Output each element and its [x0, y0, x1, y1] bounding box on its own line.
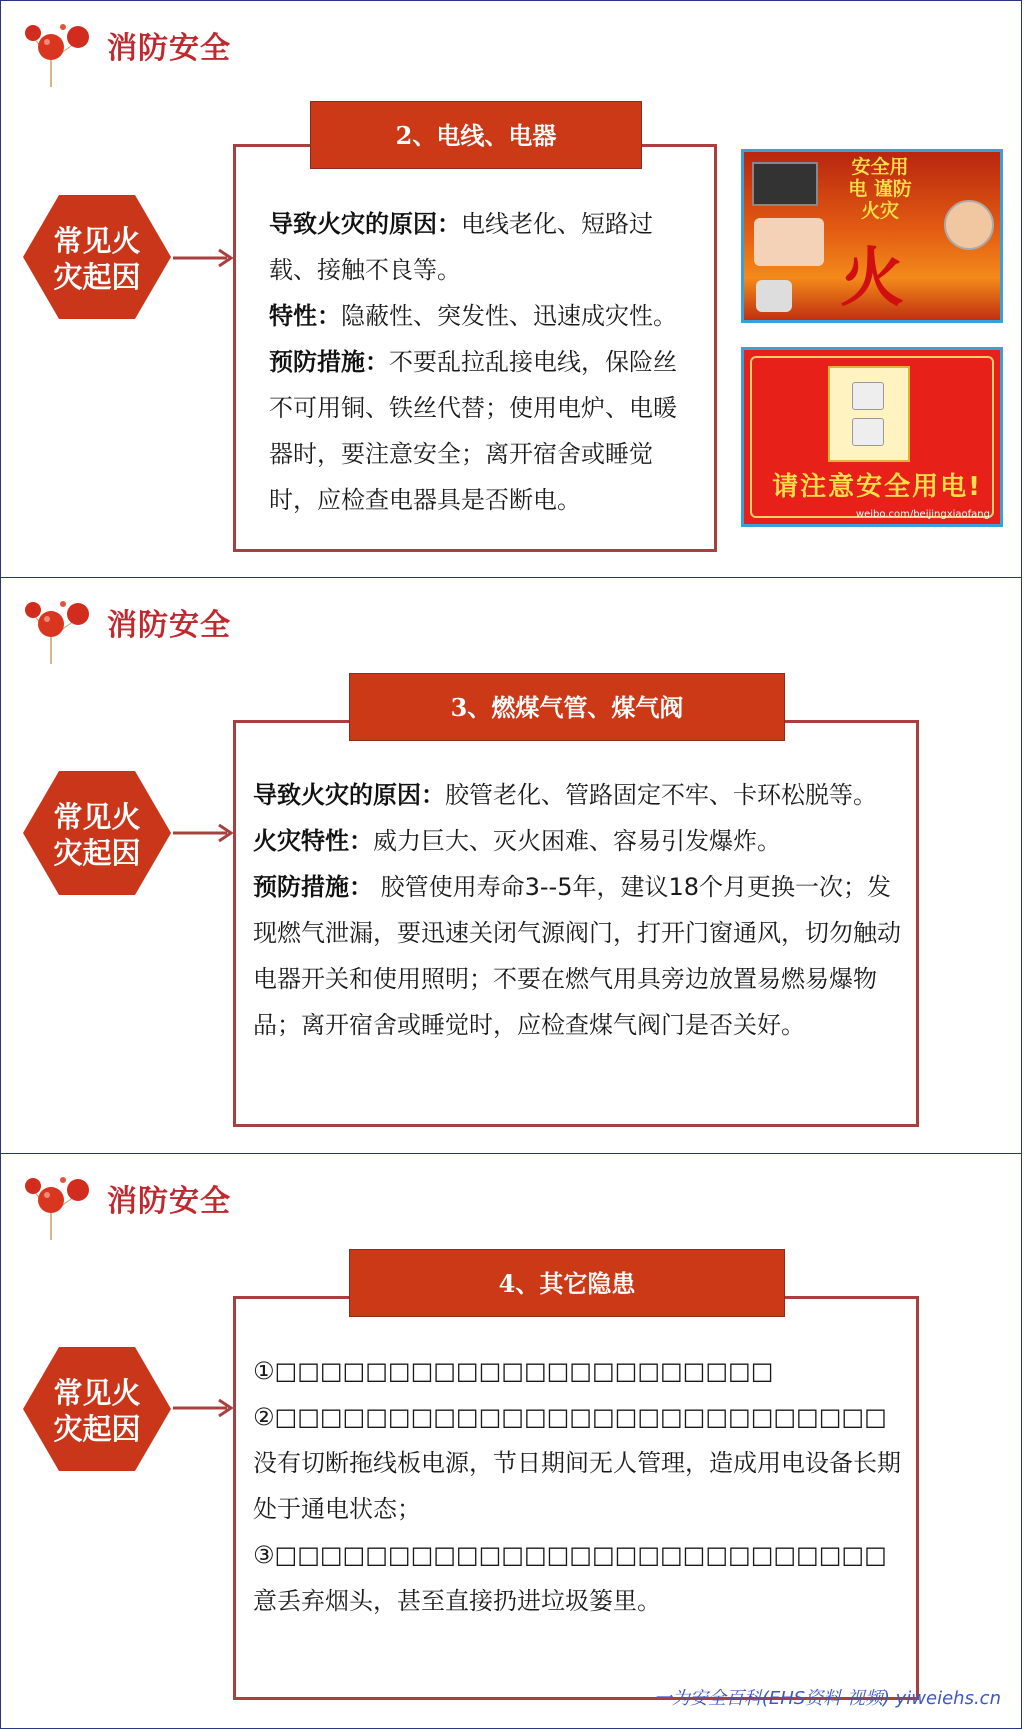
- poster-source: weibo.com/beijingxiaofang: [855, 509, 990, 520]
- fire-safety-poster: [741, 149, 1003, 323]
- balloons-icon: [23, 1168, 103, 1248]
- electric-safety-poster: [741, 347, 1003, 527]
- arrow-right-icon: [173, 1398, 235, 1418]
- balloons-icon: [23, 592, 103, 672]
- header: [23, 592, 283, 672]
- section-banner: 4、其它隐患: [349, 1249, 785, 1317]
- slide-electric: [0, 0, 1022, 578]
- rice-cooker-icon: [756, 280, 792, 312]
- content-text: [269, 201, 693, 523]
- hazard-line-2: ②□□□□□□□□□□□□□□□□□□□□□□□□□□□: [253, 1403, 887, 1431]
- header-title: 消防安全: [107, 608, 231, 643]
- poster-warning-text: 请注意安全用电!: [772, 472, 982, 502]
- header-title: 消防安全: [107, 31, 231, 66]
- hazard-line-1: ①□□□□□□□□□□□□□□□□□□□□□□: [253, 1357, 774, 1385]
- paragraph-feature: 火灾特性：威力巨大、灭火困难、容易引发爆炸。: [253, 827, 781, 855]
- paragraph-prevention: 预防措施：不要乱拉乱接电线，保险丝不可用铜、铁丝代替；使用电炉、电暖器时，要注意安全；离开宿舍或睡觉时，应检查电器具是否断电。: [269, 348, 677, 514]
- arrow-right-icon: [173, 248, 235, 268]
- watermark: 一为安全百科(EHS资料 视频) yiweiehs.cn: [653, 1688, 1001, 1709]
- poster-slogan: 安全用电 谨防火灾: [848, 156, 912, 222]
- section-banner: 3、燃煤气管、煤气阀: [349, 673, 785, 741]
- paragraph-prevention: 预防措施： 胶管使用寿命3--5年，建议18个月更换一次；发现燃气泄漏，要迅速关闭气源阀门，打开门窗通风，切勿触动电器开关和使用照明；不要在燃气用具旁边放置易燃易爆物品；离开宿舍或睡觉时，应检查煤气阀门是否关好。: [253, 873, 901, 1039]
- heater-icon: [754, 218, 824, 266]
- poster-fire-char: 火: [840, 242, 904, 316]
- hex-label: 常见火 灾起因: [53, 224, 141, 294]
- outlet-icon: [828, 366, 910, 462]
- header-title: 消防安全: [107, 1184, 231, 1219]
- header: [23, 15, 283, 95]
- slide-other-hazards: [0, 1153, 1022, 1729]
- paragraph-feature: 特性：隐蔽性、突发性、迅速成灾性。: [269, 302, 677, 330]
- hazard-line-3: 没有切断拖线板电源，节日期间无人管理，造成用电设备长期处于通电状态；: [253, 1449, 901, 1523]
- section-banner: 2、电线、电器: [310, 101, 642, 169]
- slide-gas: [0, 577, 1022, 1154]
- paragraph-cause: 导致火灾的原因：电线老化、短路过载、接触不良等。: [269, 210, 653, 284]
- microwave-icon: [752, 162, 818, 206]
- balloons-icon: [23, 15, 103, 95]
- paragraph-cause: 导致火灾的原因：胶管老化、管路固定不牢、卡环松脱等。: [253, 781, 877, 809]
- hazard-line-5: 意丢弃烟头，甚至直接扔进垃圾篓里。: [253, 1587, 661, 1615]
- hex-label: 常见火 灾起因: [53, 1376, 141, 1446]
- content-text: [253, 772, 903, 1048]
- header: [23, 1168, 283, 1248]
- fan-icon: [944, 200, 994, 250]
- hex-label: 常见火 灾起因: [53, 800, 141, 870]
- arrow-right-icon: [173, 823, 235, 843]
- content-text: [253, 1348, 903, 1624]
- hazard-line-4: ③□□□□□□□□□□□□□□□□□□□□□□□□□□□: [253, 1541, 887, 1569]
